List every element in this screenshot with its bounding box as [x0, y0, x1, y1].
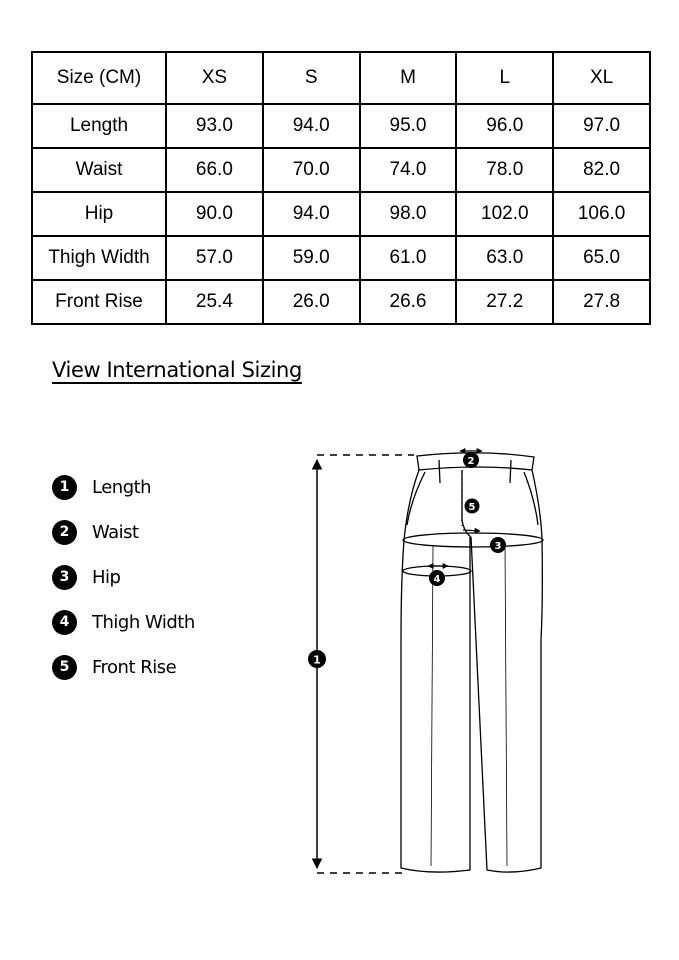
- table-cell: 82.0: [553, 148, 650, 192]
- pants-outline: [401, 453, 542, 872]
- row-label: Length: [32, 104, 166, 148]
- legend-number-badge: 5: [52, 655, 77, 680]
- header-cell: Size (CM): [32, 52, 166, 104]
- row-label: Waist: [32, 148, 166, 192]
- table-cell: 98.0: [360, 192, 457, 236]
- legend-number-badge: 2: [52, 520, 77, 545]
- table-cell: 96.0: [456, 104, 553, 148]
- table-cell: 93.0: [166, 104, 263, 148]
- legend-label: Front Rise: [92, 656, 177, 678]
- marker-thigh-badge: [429, 570, 445, 586]
- marker-hip-badge: [490, 537, 506, 553]
- legend-label: Waist: [92, 521, 139, 543]
- header-cell: M: [360, 52, 457, 104]
- table-cell: 95.0: [360, 104, 457, 148]
- marker-rise-badge: [465, 499, 480, 514]
- hip-measure-ellipse: [403, 533, 543, 547]
- table-cell: 94.0: [263, 192, 360, 236]
- header-cell: S: [263, 52, 360, 104]
- table-cell: 27.8: [553, 280, 650, 324]
- header-cell: L: [456, 52, 553, 104]
- marker-length-badge: [308, 650, 326, 668]
- header-cell: XS: [166, 52, 263, 104]
- legend-label: Length: [92, 476, 152, 498]
- table-cell: 70.0: [263, 148, 360, 192]
- table-cell: 106.0: [553, 192, 650, 236]
- row-label: Hip: [32, 192, 166, 236]
- table-cell: 102.0: [456, 192, 553, 236]
- table-cell: 74.0: [360, 148, 457, 192]
- table-cell: 65.0: [553, 236, 650, 280]
- table-cell: 26.6: [360, 280, 457, 324]
- row-label: Thigh Width: [32, 236, 166, 280]
- header-cell: XL: [553, 52, 650, 104]
- marker-hip-number: 3: [494, 541, 502, 552]
- legend-number-badge: 3: [52, 565, 77, 590]
- legend-label: Thigh Width: [92, 611, 195, 633]
- table-cell: 90.0: [166, 192, 263, 236]
- table-cell: 61.0: [360, 236, 457, 280]
- legend-number-badge: 1: [52, 475, 77, 500]
- table-cell: 25.4: [166, 280, 263, 324]
- table-cell: 97.0: [553, 104, 650, 148]
- marker-rise-number: 5: [468, 502, 476, 513]
- table-cell: 26.0: [263, 280, 360, 324]
- marker-waist-badge: [463, 452, 479, 468]
- marker-waist-number: 2: [467, 456, 475, 467]
- marker-length-number: 1: [313, 653, 321, 667]
- view-international-sizing-link[interactable]: View International Sizing: [52, 358, 302, 382]
- table-cell: 78.0: [456, 148, 553, 192]
- row-label: Front Rise: [32, 280, 166, 324]
- legend-label: Hip: [92, 566, 121, 588]
- table-cell: 59.0: [263, 236, 360, 280]
- table-cell: 94.0: [263, 104, 360, 148]
- table-cell: 57.0: [166, 236, 263, 280]
- table-cell: 27.2: [456, 280, 553, 324]
- marker-thigh-number: 4: [433, 574, 441, 585]
- table-cell: 66.0: [166, 148, 263, 192]
- table-cell: 63.0: [456, 236, 553, 280]
- legend-number-badge: 4: [52, 610, 77, 635]
